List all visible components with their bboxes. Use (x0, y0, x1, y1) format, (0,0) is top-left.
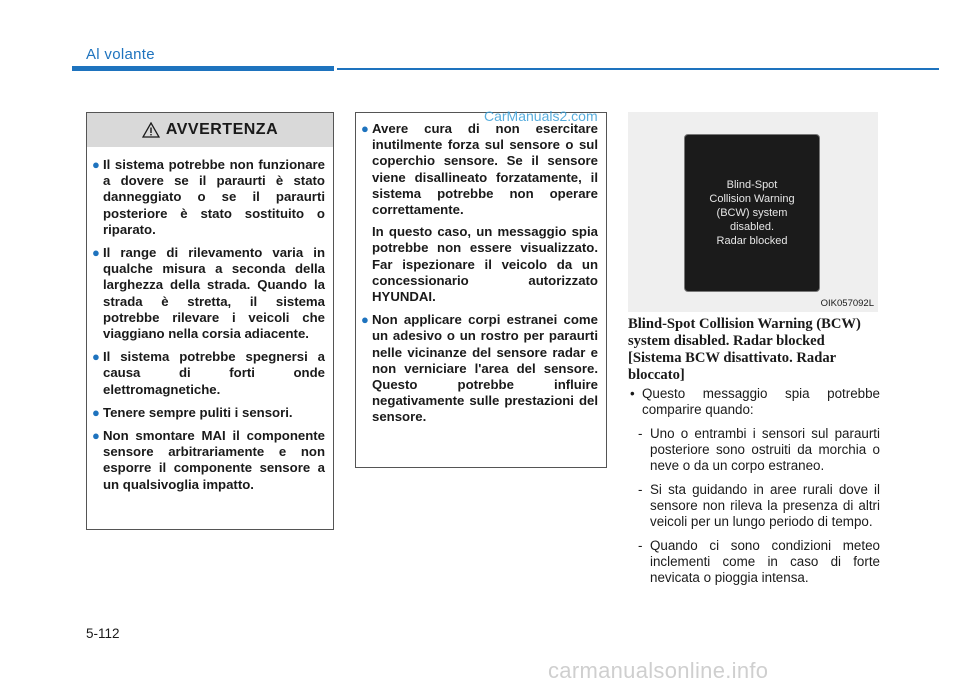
warning-header (87, 113, 333, 147)
list-item: - Uno o entrambi i sensori sul paraurti posteriore sono ostruiti da morchia o neve o da un corpo estraneo. (638, 426, 880, 473)
bullet-icon: ● (92, 428, 100, 444)
list-item: ● Avere cura di non esercitare inutilmente forza sul sensore o sul coperchio sensore. Se il sensore viene disallineato forzatamente, il sistema potrebbe non operare correttamente. In questo caso, un messaggio spia potrebbe non essere visualizzato. Far ispezionare il veicolo da un concessionario autorizzato HYUNDAI. (361, 121, 598, 305)
section-body (628, 386, 880, 586)
list-item: ● Il sistema potrebbe spegnersi a causa di forti onde elettromagnetiche. (92, 349, 325, 397)
section-title: Al volante (86, 46, 155, 63)
footer-watermark: carmanualsonline.info (548, 658, 769, 683)
bullet-icon: ● (92, 349, 100, 365)
bullet-icon: ● (361, 312, 369, 328)
lead-paragraph: • Questo messaggio spia potrebbe comparire quando: (630, 386, 880, 417)
screen-line: disabled. (729, 221, 775, 233)
page-number: 5-112 (86, 626, 120, 641)
bullet-icon: ● (92, 245, 100, 261)
list-item: ● Non applicare corpi estranei come un adesivo o un rostro per paraurti nelle vicinanze del sensore radar e non verniciare l'area del sensore. Questo potrebbe influire negativamente sulle prestazioni del sensore. (361, 312, 598, 425)
screen-line: Blind-Spot (726, 179, 778, 191)
section-heading: Blind-Spot Collision Warning (BCW) system disabled. Radar blocked [Sistema BCW disattivato. Radar bloccato] (628, 316, 861, 383)
bullet-icon: ● (92, 404, 100, 420)
figure-code: OIK057092L (820, 298, 874, 309)
warning-title: AVVERTENZA (165, 121, 279, 138)
list-item-paragraph: In questo caso, un messaggio spia potrebbe non essere visualizzato. Far ispezionare il veicolo da un concessionario autorizzato HYUNDAI. (372, 224, 598, 305)
list-item: - Si sta guidando in aree rurali dove il sensore non rileva la presenza di altri veicoli per un lungo periodo di tempo. (638, 482, 880, 529)
warning-triangle-icon (142, 122, 160, 138)
warning-box (86, 112, 334, 530)
cluster-display-figure (628, 112, 878, 312)
header-rule-thin (337, 68, 939, 70)
screen-line: Collision Warning (709, 193, 795, 205)
list-item: - Quando ci sono condizioni meteo inclementi come in caso di forte nevicata o pioggia intensa. (638, 538, 880, 585)
watermark-link[interactable]: CarManuals2.com (484, 108, 598, 124)
list-item: ● Il sistema potrebbe non funzionare a dovere se il paraurti è stato danneggiato o se il paraurti posteriore è stato sostituito o riparato. (92, 157, 325, 237)
screen-line: (BCW) system (716, 207, 788, 219)
cluster-screen (684, 134, 820, 292)
bullet-icon: ● (92, 157, 100, 172)
screen-line: Radar blocked (716, 235, 788, 247)
list-item: ● Il range di rilevamento varia in qualche misura a seconda della larghezza della strada. Quando la strada è stretta, il sistema potrebbe rilevare i veicoli che viaggiano nella corsia adiacente. (92, 245, 325, 342)
list-item: ● Non smontare MAI il componente sensore arbitrariamente e non esporre il componente sensore a un qualsivoglia impatto. (92, 428, 325, 492)
header-rule-thick (72, 66, 334, 71)
warning-box-continued (355, 112, 607, 468)
bullet-icon: ● (361, 121, 369, 136)
bullet-icon: • (630, 386, 635, 401)
list-item: ● Tenere sempre puliti i sensori. (92, 404, 293, 420)
